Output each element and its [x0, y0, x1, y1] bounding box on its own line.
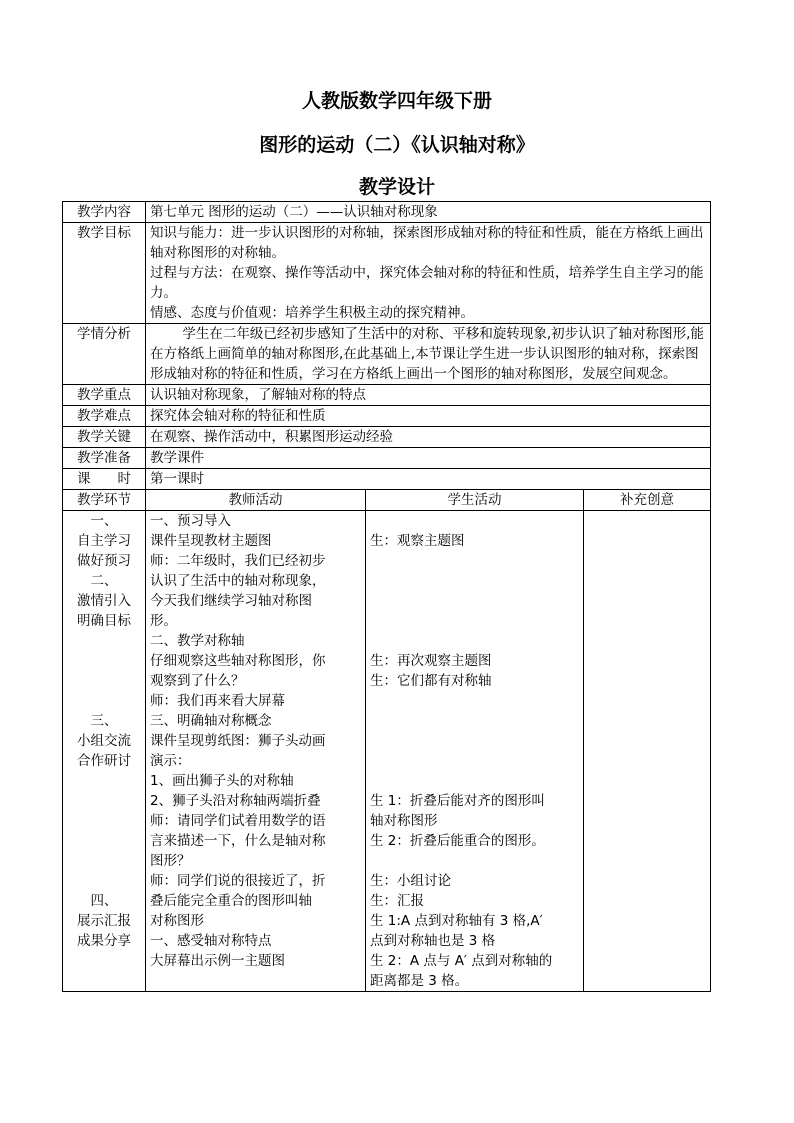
period-value: 第一课时 — [146, 469, 711, 490]
prep-value: 教学课件 — [146, 448, 711, 469]
teacher-line: 三、明确轴对称概念 — [150, 713, 272, 729]
stage-1-line1: 自主学习 — [77, 533, 131, 549]
teacher-line: 师：请同学们试着用数学的语 — [150, 813, 326, 829]
teacher-line: 二、教学对称轴 — [150, 633, 245, 649]
goal-knowledge: 知识与能力：进一步认识图形的对称轴，探索图形成轴对称的特征和性质，能在方格纸上画出轴对称图形的对称轴。 — [150, 225, 704, 261]
row-difficulty — [63, 406, 711, 427]
stage-3-line1: 小组交流 — [77, 733, 131, 749]
lesson-plan-table — [62, 201, 711, 992]
stage-3-line2: 合作研讨 — [77, 753, 131, 769]
row-preparation — [63, 448, 711, 469]
student-line: 生 1:A 点到对称轴有 3 格,A′ — [370, 913, 543, 929]
stage-cell — [63, 511, 146, 992]
student-header: 学生活动 — [366, 490, 584, 511]
student-line: 点到对称轴也是 3 格 — [370, 933, 496, 949]
stage-4-num: 四、 — [90, 893, 118, 909]
row-crux — [63, 427, 711, 448]
difficulty-value: 探究体会轴对称的特征和性质 — [146, 406, 711, 427]
teacher-line: 1、画出狮子头的对称轴 — [150, 773, 294, 789]
row-goals — [63, 223, 711, 324]
row-content — [63, 202, 711, 223]
teacher-line: 课件呈现教材主题图 — [150, 533, 272, 549]
content-value: 第七单元 图形的运动（二）——认识轴对称现象 — [146, 202, 711, 223]
stage-2-line1: 激情引入 — [77, 593, 131, 609]
stage-1-line2: 做好预习 — [77, 553, 131, 569]
student-line: 生 2：A 点与 A′ 点到对称轴的 — [370, 953, 553, 969]
goal-attitude: 情感、态度与价值观：培养学生积极主动的探究精神。 — [150, 305, 474, 321]
teacher-line: 师：同学们说的很接近了，折 — [150, 873, 326, 889]
teacher-line: 大屏幕出示例一主题图 — [150, 953, 285, 969]
teacher-line: 言来描述一下，什么是轴对称 — [150, 833, 326, 849]
student-line: 生 2：折叠后能重合的图形。 — [370, 833, 545, 849]
teacher-line: 师：我们再来看大屏幕 — [150, 693, 285, 709]
teacher-line: 课件呈现剪纸图：狮子头动画 — [150, 733, 326, 749]
stage-3-num: 三、 — [90, 713, 118, 729]
prep-label: 教学准备 — [63, 448, 146, 469]
period-label: 课 时 — [63, 469, 146, 490]
stage-2-num: 二、 — [90, 573, 118, 589]
teacher-line: 师：二年级时，我们已经初步 — [150, 553, 326, 569]
document-title: 人教版数学四年级下册 — [301, 90, 492, 112]
lesson-title: 图形的运动（二）《认识轴对称》 — [259, 134, 535, 156]
stage-4-line2: 成果分享 — [77, 933, 131, 949]
teacher-line: 图形？ — [150, 853, 191, 869]
goal-process: 过程与方法：在观察、操作等活动中，探究体会轴对称的特征和性质，培养学生自主学习的能力。 — [150, 265, 704, 301]
row-period — [63, 469, 711, 490]
key-label: 教学重点 — [63, 385, 146, 406]
analysis-label: 学情分析 — [63, 324, 146, 385]
student-line: 生：它们都有对称轴 — [370, 673, 492, 689]
goal-value — [146, 223, 711, 324]
design-heading: 教学设计 — [358, 176, 435, 198]
student-line: 距离都是 3 格。 — [370, 973, 469, 989]
teacher-line: 形。 — [150, 613, 177, 629]
teacher-line: 认识了生活中的轴对称现象， — [150, 573, 326, 589]
crux-label: 教学关键 — [63, 427, 146, 448]
teacher-line: 一、感受轴对称特点 — [150, 933, 272, 949]
extra-ideas-cell — [584, 511, 711, 992]
teacher-line: 一、预习导入 — [150, 513, 231, 529]
teacher-line: 观察到了什么？ — [150, 673, 245, 689]
stage-2-line2: 明确目标 — [77, 613, 131, 629]
content-label: 教学内容 — [63, 202, 146, 223]
teacher-header: 教师活动 — [146, 490, 366, 511]
student-line: 轴对称图形 — [370, 813, 438, 829]
student-line: 生：小组讨论 — [370, 873, 451, 889]
row-key-point — [63, 385, 711, 406]
crux-value: 在观察、操作活动中，积累图形运动经验 — [146, 427, 711, 448]
teacher-activity-cell — [146, 511, 366, 992]
student-activity-cell — [366, 511, 584, 992]
teacher-line: 演示： — [150, 753, 191, 769]
student-line: 生：观察主题图 — [370, 533, 465, 549]
teacher-line: 对称图形 — [150, 913, 204, 929]
teacher-line: 仔细观察这些轴对称图形，你 — [150, 653, 326, 669]
student-line: 生：汇报 — [370, 893, 424, 909]
student-line: 生：再次观察主题图 — [370, 653, 492, 669]
goal-label: 教学目标 — [63, 223, 146, 324]
teacher-line: 2、狮子头沿对称轴两端折叠 — [150, 793, 321, 809]
teacher-line: 叠后能完全重合的图形叫轴 — [150, 893, 312, 909]
stage-4-line1: 展示汇报 — [77, 913, 131, 929]
difficulty-label: 教学难点 — [63, 406, 146, 427]
stage-1-num: 一、 — [90, 513, 118, 529]
teacher-line: 今天我们继续学习轴对称图 — [150, 593, 312, 609]
process-header-row — [63, 490, 711, 511]
stage-header: 教学环节 — [63, 490, 146, 511]
analysis-value: 学生在二年级已经初步感知了生活中的对称、平移和旋转现象,初步认识了轴对称图形,能在方格纸上画简单的轴对称图形,在此基础上,本节课让学生进一步认识图形的轴对称，探索图形成轴对称的特征和性质，学习在方格纸上画出一个图形的轴对称图形，发展空间观念。 — [146, 324, 711, 385]
extra-header: 补充创意 — [584, 490, 711, 511]
student-line: 生 1：折叠后能对齐的图形叫 — [370, 793, 545, 809]
row-analysis — [63, 324, 711, 385]
process-body-row — [63, 511, 711, 992]
key-value: 认识轴对称现象，了解轴对称的特点 — [146, 385, 711, 406]
